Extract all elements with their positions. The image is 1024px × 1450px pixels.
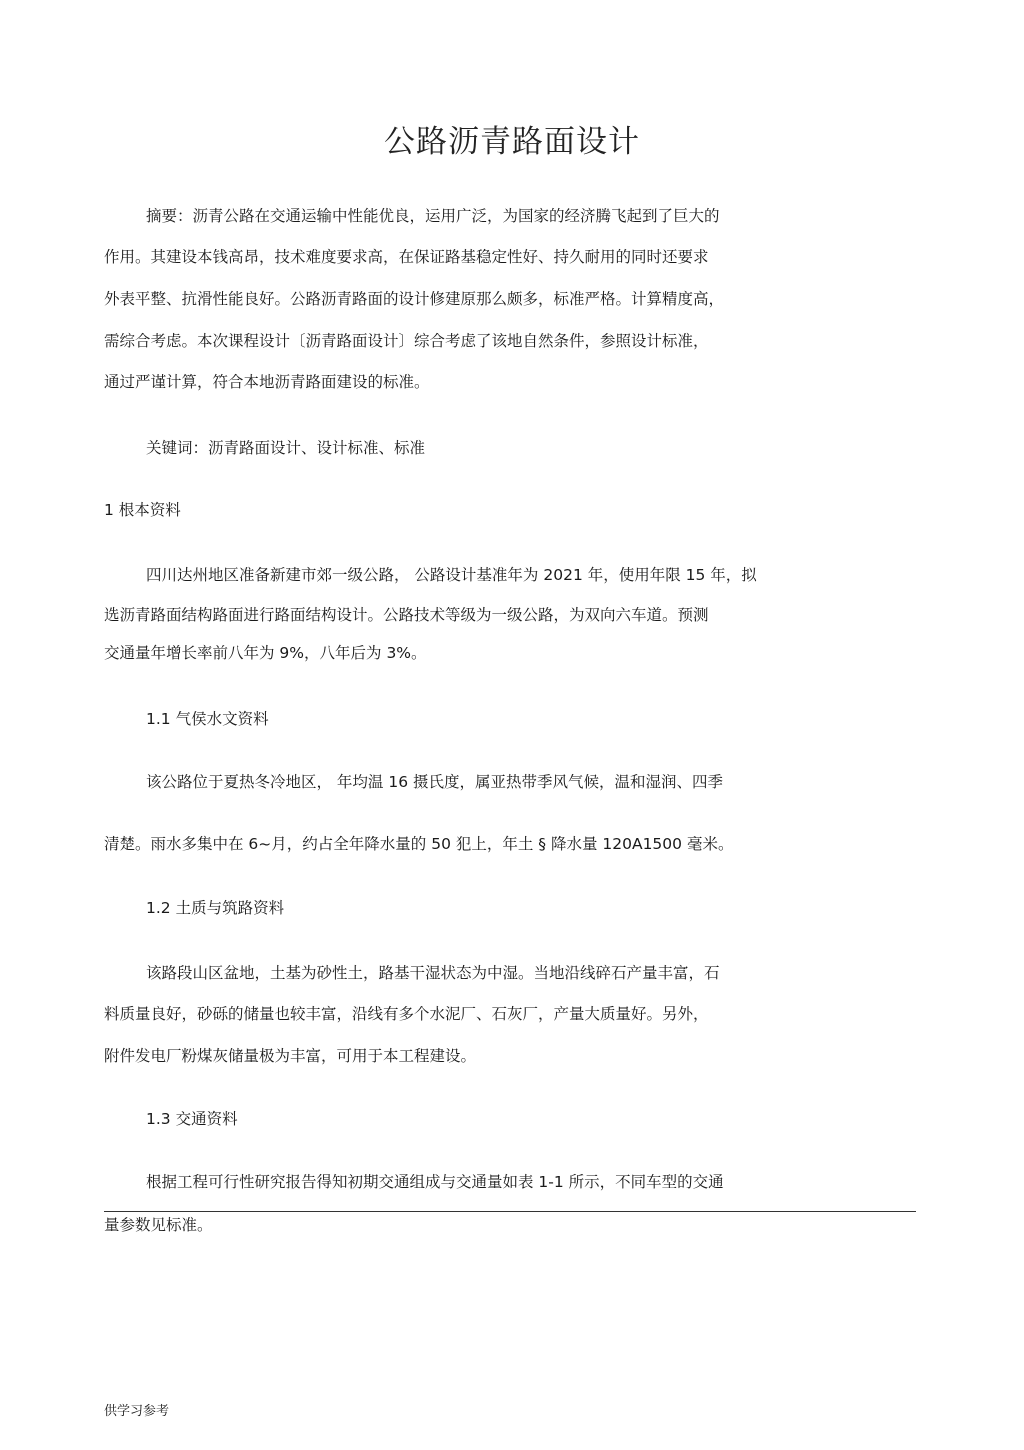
keywords: 关键词：沥青路面设计、设计标准、标准: [146, 439, 426, 457]
paragraph-line: 选沥青路面结构路面进行路面结构设计。公路技术等级为一级公路，为双向六车道。预测: [104, 606, 709, 624]
paragraph-line: 附件发电厂粉煤灰储量极为丰富，可用于本工程建设。: [104, 1047, 477, 1065]
horizontal-rule: [104, 1211, 916, 1212]
paragraph-line: 该公路位于夏热冬冷地区， 年均温 16 摄氏度，属亚热带季风气候，温和湿润、四季: [146, 773, 724, 791]
document-title: 公路沥青路面设计: [384, 124, 640, 160]
section-heading-1-2: 1.2 土质与筑路资料: [146, 899, 285, 917]
abstract-line: 需综合考虑。本次课程设计〔沥青路面设计〕综合考虑了该地自然条件，参照设计标准，: [104, 332, 709, 350]
paragraph-line: 量参数见标准。: [104, 1216, 213, 1234]
section-heading-1: 1 根本资料: [104, 501, 181, 519]
paragraph-line: 清楚。雨水多集中在 6~月，约占全年降水量的 50 犯上，年土 § 降水量 120A1500 毫米。: [104, 835, 734, 853]
paragraph-line: 该路段山区盆地，土基为砂性土，路基干湿状态为中湿。当地沿线碎石产量丰富，石: [146, 964, 720, 982]
paragraph-line: 料质量良好，砂砾的储量也较丰富，沿线有多个水泥厂、石灰厂，产量大质量好。另外，: [104, 1005, 709, 1023]
section-heading-1-3: 1.3 交通资料: [146, 1110, 238, 1128]
abstract-line: 作用。其建设本钱高昂，技术难度要求高，在保证路基稳定性好、持久耐用的同时还要求: [104, 248, 709, 266]
paragraph-line: 交通量年增长率前八年为 9%，八年后为 3%。: [104, 644, 427, 662]
abstract-line: 外表平整、抗滑性能良好。公路沥青路面的设计修建原那么颇多，标准严格。计算精度高，: [104, 290, 725, 308]
abstract-line: 摘要：沥青公路在交通运输中性能优良，运用广泛，为国家的经济腾飞起到了巨大的: [146, 207, 720, 225]
section-heading-1-1: 1.1 气侯水文资料: [146, 710, 269, 728]
page-footer: 供学习参考: [104, 1404, 170, 1419]
paragraph-line: 四川达州地区准备新建市郊一级公路， 公路设计基准年为 2021 年，使用年限 15 年，拟: [146, 566, 757, 584]
paragraph-line: 根据工程可行性研究报告得知初期交通组成与交通量如表 1-1 所示，不同车型的交通: [146, 1173, 724, 1191]
abstract-line: 通过严谨计算，符合本地沥青路面建设的标准。: [104, 373, 430, 391]
